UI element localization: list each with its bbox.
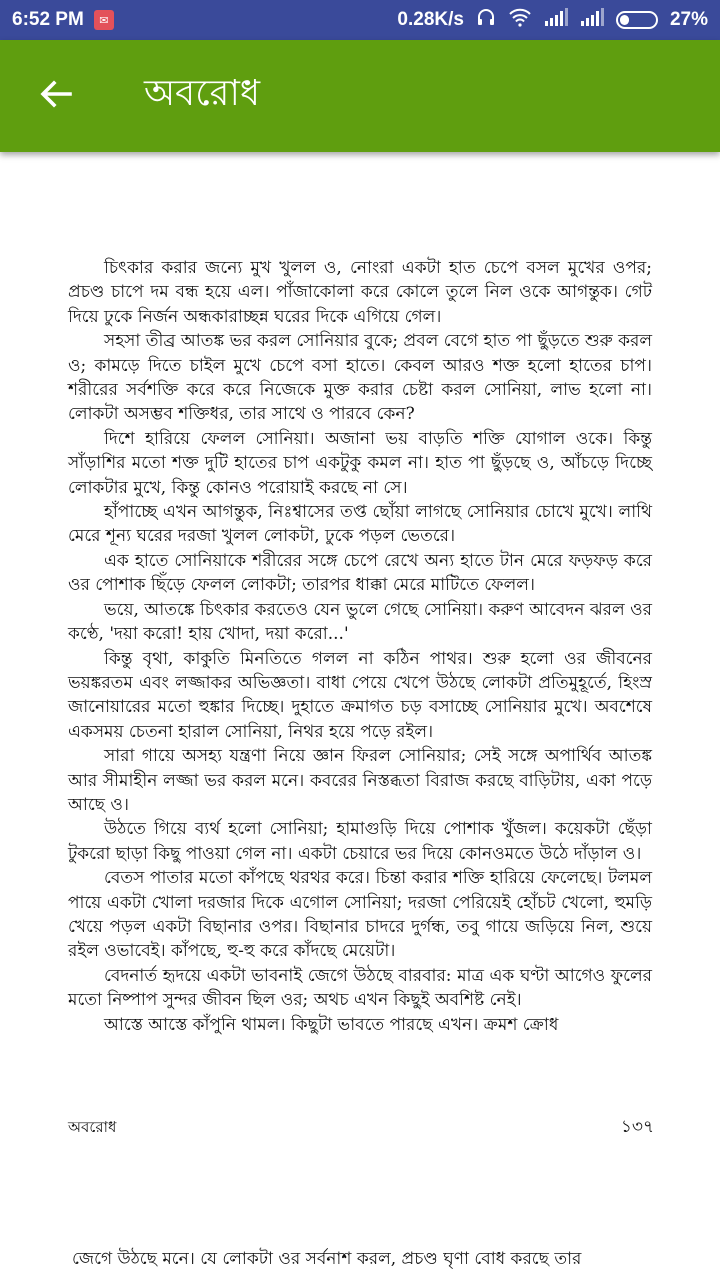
paragraph: সারা গায়ে অসহ্য যন্ত্রণা নিয়ে জ্ঞান ফিরল সোনিয়ার; সেই সঙ্গে অপার্থিব আতঙ্ক আর সীমাহীন লজ্জা ভর করল মনে। কবরের নিস্তব্ধতা বিরাজ করছে বাড়িটায়, একা পড়ে আছে ও।: [68, 746, 652, 815]
paragraph: হাঁপাচ্ছে এখন আগন্তুক, নিঃশ্বাসের তপ্ত ছোঁয়া লাগছে সোনিয়ার চোখে মুখে। লাথি মেরে শূন্য ঘরের দরজা খুলল লোকটা, ঢুকে পড়ল ভেতরে।: [68, 502, 652, 547]
signal-2-icon: [580, 8, 604, 32]
next-page-text: জেগে উঠছে মনে। যে লোকটা ওর সর্বনাশ করল, প্রচণ্ড ঘৃণা বোধ করছে তার: [72, 1249, 582, 1269]
paragraph: দিশে হারিয়ে ফেলল সোনিয়া। অজানা ভয় বাড়তি শক্তি যোগাল ওকে। কিন্তু সাঁড়াশির মতো শক্ত দুটি হাতের চাপ একটুকু কমল না। হাত পা ছুঁড়ছে ও, আঁচড়ে দিচ্ছে লোকটার মুখে, কিন্তু কোনও পরোয়াই করছে না সে।: [68, 428, 652, 498]
network-speed: 0.28K/s: [397, 9, 464, 30]
status-time: 6:52 PM: [12, 9, 84, 30]
notification-icon: ✉: [94, 10, 114, 30]
signal-icon: [544, 8, 568, 32]
page-title: অবরোধ: [144, 73, 261, 114]
paragraph: সহসা তীব্র আতঙ্ক ভর করল সোনিয়ার বুকে; প্রবল বেগে হাত পা ছুঁড়তে শুরু করল ও; কামড়ে দিতে চাইল মুখে চেপে বসা হাতে। কেবল আরও শক্ত হলো হাতের চাপ। শরীরের সর্বশক্তি করে করে নিজেকে মুক্ত করার চেষ্টা করল সোনিয়া, লাভ হলো না। লোকটা অসম্ভব শক্তিধর, তার সাথে ও পারবে কেন?: [68, 331, 652, 425]
paragraph: বেতস পাতার মতো কাঁপছে থরথর করে। চিন্তা করার শক্তি হারিয়ে ফেলেছে। টলমল পায়ে একটা খোলা দরজার দিকে এগোল সোনিয়া; দরজা পেরিয়েই হোঁচট খেলো, হুমড়ি খেয়ে পড়ল একটা বিছানার ওপর। বিছানার চাদরে দুর্গন্ধ, তবু গায়ে জড়িয়ে নিল, শুয়ে রইল ওভাবেই। কাঁপছে, হু-হু করে কাঁদছে মেয়েটা।: [68, 868, 652, 962]
page-number: ১৩৭: [620, 1117, 654, 1137]
status-right: [397, 7, 708, 33]
book-page[interactable]: [0, 152, 720, 1280]
arrow-left-icon: [38, 76, 74, 116]
paragraph: চিৎকার করার জন্যে মুখ খুলল ও, নোংরা একটা হাত চেপে বসল মুখের ওপর; প্রচণ্ড চাপে দম বন্ধ হয়ে এল। পাঁজাকোলা করে কোলে তুলে নিল ওকে আগন্তুক। গেট দিয়ে ঢুকে নির্জন অন্ধকারাচ্ছন্ন ঘরের দিকে এগিয়ে গেল।: [68, 258, 652, 327]
paragraph: ভয়ে, আতঙ্কে চিৎকার করতেও যেন ভুলে গেছে সোনিয়া। করুণ আবেদন ঝরল ওর কণ্ঠে, 'দয়া করো! হায় খোদা, দয়া করো...': [68, 599, 652, 645]
wifi-icon: [508, 7, 532, 33]
status-bar: [0, 0, 720, 40]
page-body: [68, 256, 652, 1037]
battery-percent: 27%: [669, 9, 708, 30]
paragraph: আস্তে আস্তে কাঁপুনি থামল। কিছুটা ভাবতে পারছে এখন। ক্রমশ ক্রোধ: [104, 1014, 559, 1035]
headphones-icon: [476, 7, 496, 33]
paragraph: উঠতে গিয়ে ব্যর্থ হলো সোনিয়া; হামাগুড়ি দিয়ে পোশাক খুঁজল। কয়েকটা ছেঁড়া টুকরো ছাড়া কিছু পাওয়া গেল না। একটা চেয়ারে ভর দিয়ে কোনওমতে উঠে দাঁড়াল ও।: [68, 819, 652, 864]
app-bar: [0, 40, 720, 152]
battery-icon: [616, 11, 658, 29]
back-button[interactable]: [26, 66, 86, 126]
running-footer-title: অবরোধ: [68, 1118, 117, 1136]
paragraph: কিন্তু বৃথা, কাকুতি মিনতিতে গলল না কঠিন পাথর। শুরু হলো ওর জীবনের ভয়ঙ্করতম এবং লজ্জাকর অভিজ্ঞতা। বাধা পেয়ে খেপে উঠছে লোকটা প্রতিমুহূর্তে, হিংস্র জানোয়ারের মতো হুঙ্কার দিচ্ছে। দুহাতে ক্রমাগত চড় বসাচ্ছে সোনিয়ার মুখে। অবশেষে একসময় চেতনা হারাল সোনিয়া, নিথর হয়ে পড়ে রইল।: [68, 648, 652, 742]
paragraph: এক হাতে সোনিয়াকে শরীরের সঙ্গে চেপে রেখে অন্য হাতে টান মেরে ফড়ফড় করে ওর পোশাক ছিঁড়ে ফেলল লোকটা; তারপর ধাক্কা মেরে মাটিতে ফেলল।: [68, 550, 652, 596]
paragraph: বেদনার্ত হৃদয়ে একটা ভাবনাই জেগে উঠছে বারবার: মাত্র এক ঘণ্টা আগেও ফুলের মতো নিষ্পাপ সুন্দর জীবন ছিল ওর; অথচ এখন কিছুই অবশিষ্ট নেই।: [68, 965, 652, 1011]
